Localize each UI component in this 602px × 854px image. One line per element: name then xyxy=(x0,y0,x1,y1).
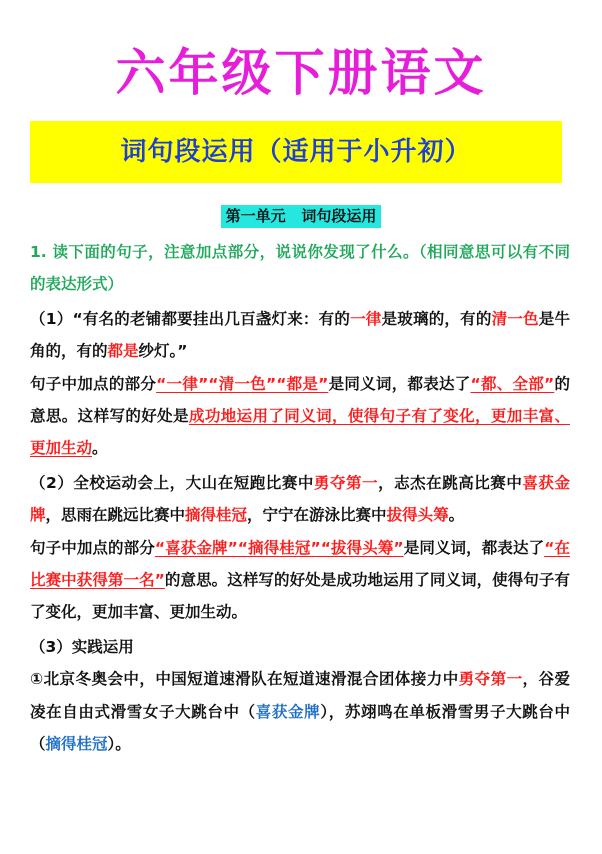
text-run: 的意思。这样写的好处是成功地运用了同义词，使得句子有了变化，更加丰富、更加生动。 xyxy=(30,571,570,622)
highlight-word: 勇夺第一 xyxy=(458,670,523,689)
text-run: 是同义词，都表达了 xyxy=(328,374,471,393)
text-run: （2）全校运动会上，大山在短跑比赛中 xyxy=(30,473,314,492)
answer-2 xyxy=(30,532,570,629)
answer-fill: “喜获金牌”“摘得桂冠”“拔得头筹” xyxy=(154,538,404,557)
highlight-word: 拔得头筹 xyxy=(386,506,449,525)
highlight-word: 都是 xyxy=(107,342,139,361)
highlight-word: 摘得桂冠 xyxy=(185,506,248,525)
subtitle-banner: 词句段运用（适用于小升初） xyxy=(30,121,562,183)
answer-fill: “在比赛中获得第一名” xyxy=(30,538,570,590)
text-run: 纱灯。” xyxy=(138,342,188,361)
practice-sentence-1 xyxy=(30,663,570,760)
text-run: ，思雨在跳远比赛中 xyxy=(45,506,186,525)
answer-fill: 成功地运用了同义词，使得句子有了变化，更加丰富、更加生动 xyxy=(30,407,570,458)
unit-heading-row xyxy=(0,205,602,228)
highlight-word: 喜获金牌 xyxy=(30,473,570,525)
text-run: ）。 xyxy=(107,735,131,754)
question-1: 1. 读下面的句子，注意加点部分，说说你发现了什么。（相同意思可以有不同的表达形式） xyxy=(30,243,570,294)
blue-answer: 喜获金牌 xyxy=(255,702,321,721)
text-run: ，谷爱凌在自由式滑雪女子大跳台中（ xyxy=(30,670,570,721)
text-run: 。 xyxy=(92,439,108,458)
text-run: 的意思。这样写的好处是 xyxy=(30,374,570,426)
unit-heading: 第一单元 词句段运用 xyxy=(221,205,382,228)
highlight-word: 清一色 xyxy=(491,309,539,328)
text-run: 是牛角的，有的 xyxy=(30,309,570,361)
practice-heading: （3）实践运用 xyxy=(30,637,134,656)
highlight-word: 勇夺第一 xyxy=(313,473,379,492)
blue-answer: 摘得桂冠 xyxy=(45,735,108,754)
page-title: 六年级下册语文 xyxy=(115,44,487,102)
text-run: ，宁宁在游泳比赛中 xyxy=(247,506,387,525)
highlight-word: 一律 xyxy=(350,309,382,328)
text-run: 。 xyxy=(448,506,465,525)
text-run: 是同义词，都表达了 xyxy=(403,538,545,557)
text-run: ①北京冬奥会中，中国短道速滑队在短道速滑混合团体接力中 xyxy=(30,670,459,689)
text-run: 是玻璃的，有的 xyxy=(381,309,492,328)
content-body xyxy=(30,236,570,761)
answer-fill: “一律”“清一色”“都是” xyxy=(156,374,329,393)
example-sentence-1 xyxy=(30,303,570,368)
answer-fill: “都、全部” xyxy=(470,374,555,393)
example-sentence-2 xyxy=(30,467,570,532)
answer-1 xyxy=(30,368,570,465)
text-run: 句子中加点的部分 xyxy=(30,374,157,393)
text-run: （1）“有名的老铺都要挂出几百盏灯来：有的 xyxy=(30,309,351,328)
text-run: ，志杰在跳高比赛中 xyxy=(378,473,523,492)
text-run: ），苏翊鸣在单板滑雪男子大跳台中（ xyxy=(30,702,570,754)
text-run: 句子中加点的部分 xyxy=(30,538,155,557)
